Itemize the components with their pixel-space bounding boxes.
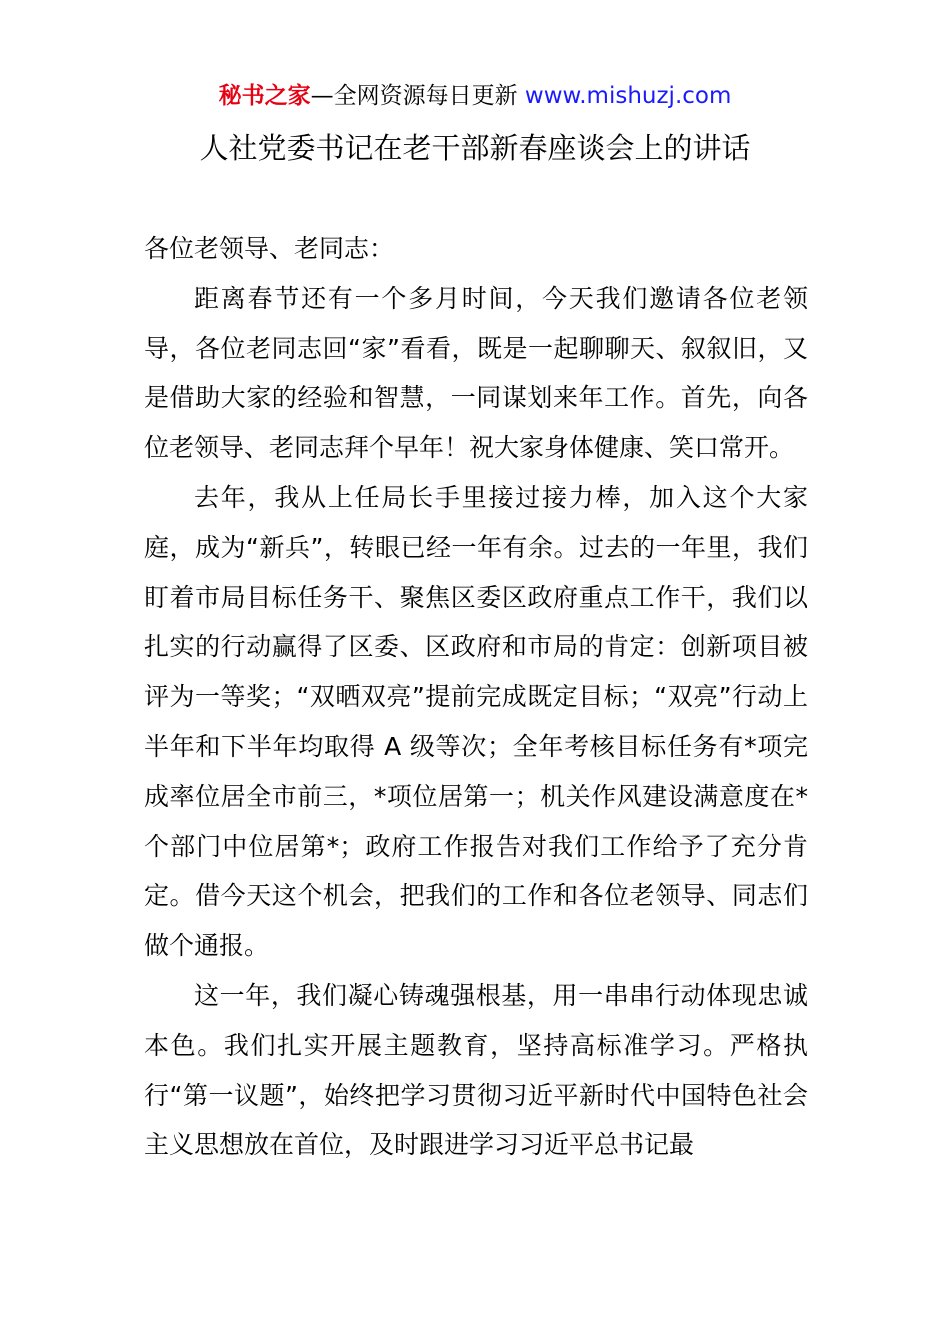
document-body <box>144 224 808 1170</box>
paragraph: 去年，我从上任局长手里接过接力棒，加入这个大家庭，成为“新兵”，转眼已经一年有余。过去的一年里，我们盯着市局目标任务干、聚焦区委区政府重点工作干，我们以扎实的行动赢得了区委、区政府和市局的肯定：创新项目被评为一等奖；“双晒双亮”提前完成既定目标；“双亮”行动上半年和下半年均取得 A 级等次；全年考核目标任务有*项完成率位居全市前三，*项位居第一；机关作风建设满意度在*个部门中位居第*；政府工作报告对我们工作给予了充分肯定。借今天这个机会，把我们的工作和各位老领导、同志们做个通报。 <box>144 482 808 961</box>
paragraph: 这一年，我们凝心铸魂强根基，用一串串行动体现忠诚本色。我们扎实开展主题教育，坚持高标准学习。严格执行“第一议题”，始终把学习贯彻习近平新时代中国特色社会主义思想放在首位，及时跟进学习习近平总书记最 <box>144 980 808 1160</box>
salutation: 各位老领导、老同志： <box>144 234 395 263</box>
site-url-link[interactable]: www.mishuzj.com <box>524 83 732 109</box>
site-header <box>0 80 950 112</box>
site-brand: 秘书之家 <box>218 83 311 109</box>
site-tagline: —全网资源每日更新 <box>310 83 525 109</box>
paragraph: 距离春节还有一个多月时间，今天我们邀请各位老领导，各位老同志回“家”看看，既是一起聊聊天、叙叙旧，又是借助大家的经验和智慧，一同谋划来年工作。首先，向各位老领导、老同志拜个早年！祝大家身体健康、笑口常开。 <box>144 283 808 463</box>
document-title: 人社党委书记在老干部新春座谈会上的讲话 <box>199 131 751 165</box>
